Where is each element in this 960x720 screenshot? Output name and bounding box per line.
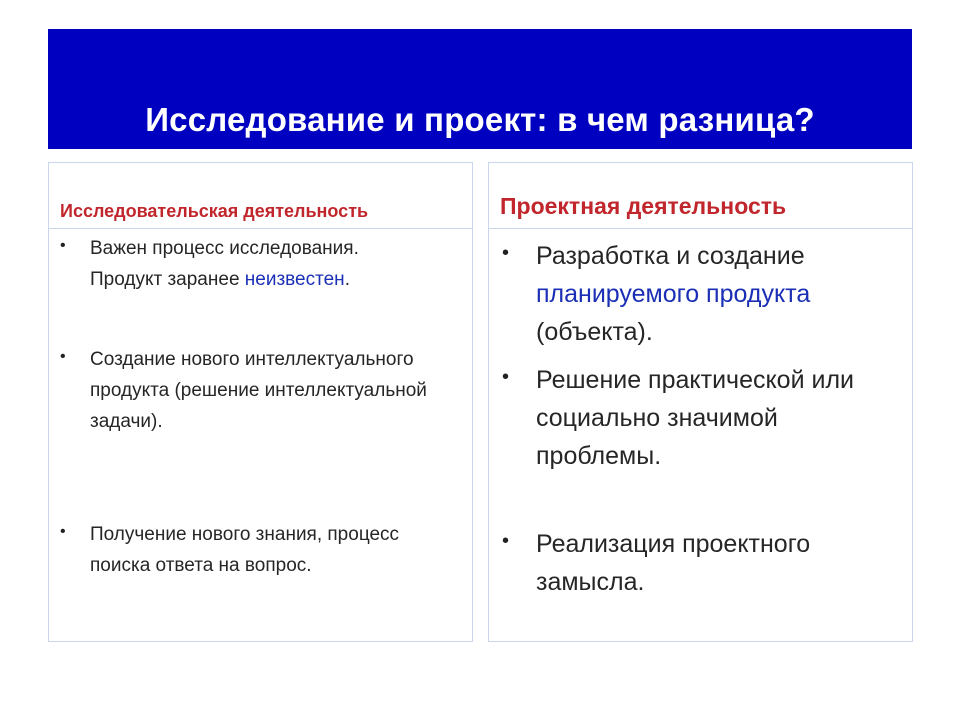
project-item-part: Разработка и создание: [536, 242, 805, 270]
project-column-heading: Проектная деятельность: [500, 193, 787, 219]
project-item-text: Решение практической или социально значимой проблемы.: [536, 366, 855, 470]
research-column-heading: Исследовательская деятельность: [60, 201, 369, 221]
research-item-text: [90, 233, 462, 295]
research-item-line: Продукт заранее: [90, 269, 245, 290]
research-item-text: Создание нового интеллектуального продукта (решение интеллектуальной задачи).: [90, 349, 427, 432]
research-item-tail: .: [344, 269, 350, 290]
project-item-text: [536, 237, 906, 351]
bullet-icon: •: [502, 366, 510, 388]
research-item-line: Важен процесс исследования.: [90, 238, 359, 259]
slide-title: Исследование и проект: в чем разница?: [145, 101, 815, 138]
highlighted-word: неизвестен: [244, 269, 345, 290]
research-column: [48, 162, 473, 642]
bullet-icon: •: [502, 530, 510, 552]
bullet-icon: •: [60, 348, 66, 365]
project-column-header: [489, 163, 912, 229]
highlighted-phrase: планируемого продукта: [536, 280, 811, 308]
project-item-text: Реализация проектного замысла.: [536, 530, 811, 596]
project-item-part: (объекта).: [536, 318, 653, 346]
bullet-icon: •: [502, 242, 510, 264]
bullet-icon: •: [60, 237, 66, 254]
bullet-icon: •: [60, 523, 66, 540]
project-column: [488, 162, 913, 642]
research-column-header: [49, 163, 472, 229]
research-item-text: Получение нового знания, процесс поиска ответа на вопрос.: [90, 524, 400, 576]
